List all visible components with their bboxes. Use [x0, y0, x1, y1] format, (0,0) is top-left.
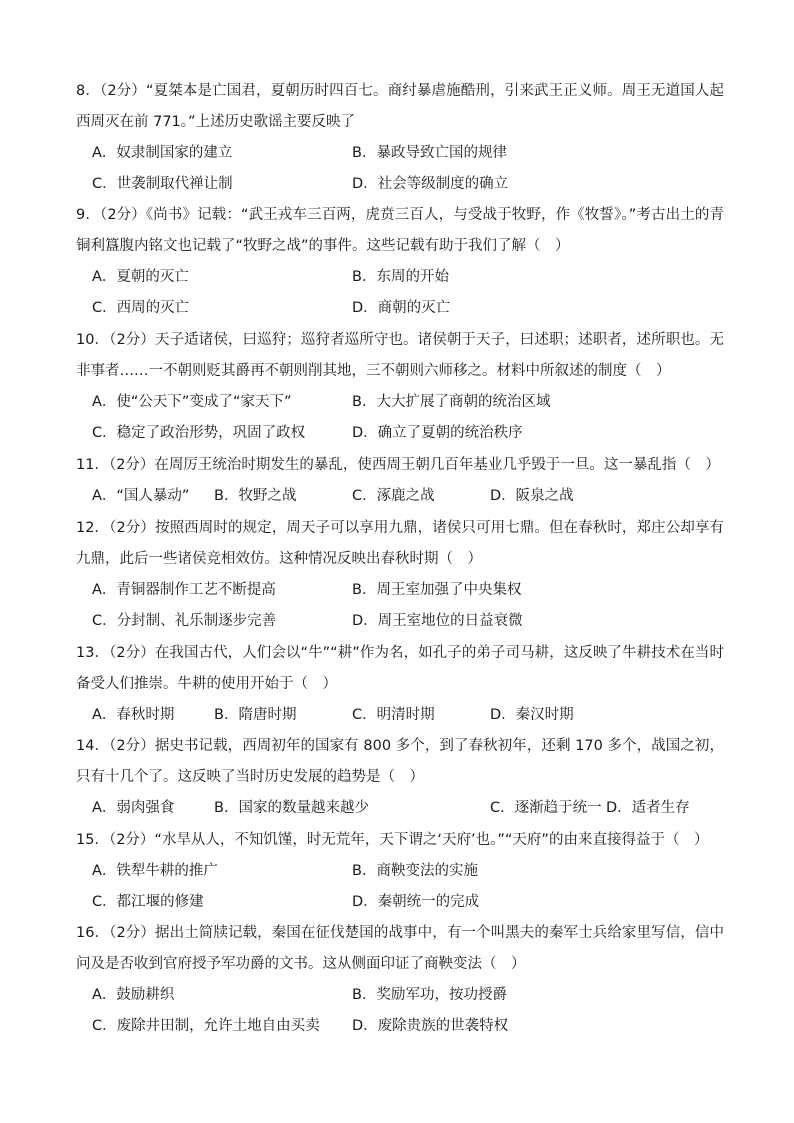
option-row	[76, 138, 724, 169]
option-a[interactable]: A．鼓励耕织	[92, 987, 175, 1003]
option-c[interactable]: C．都江堰的修建	[92, 894, 204, 910]
option-a[interactable]: A．使“公天下”变成了“家天下”	[92, 394, 292, 410]
option-row	[76, 262, 724, 293]
option-a[interactable]: A．奴隶制国家的建立	[92, 145, 233, 161]
question-10	[76, 325, 724, 449]
option-a[interactable]: A．弱肉强食	[92, 800, 175, 816]
option-b[interactable]: B．暴政导致亡国的规律	[352, 145, 507, 161]
option-d[interactable]: D．周王室地位的日益衰微	[352, 613, 523, 629]
question-16	[76, 918, 724, 1042]
option-row	[76, 606, 724, 637]
question-stem: 12．（2分）按照西周时的规定，周天子可以享用九鼎，诸侯只可用七鼎。但在春秋时，郑庄公却享有九鼎，此后一些诸侯竞相效仿。这种情况反映出春秋时期（ ）	[76, 520, 724, 567]
option-c[interactable]: C．逐渐趋于统一	[490, 800, 602, 816]
option-c[interactable]: C．涿鹿之战	[352, 488, 435, 504]
option-a[interactable]: A．青铜器制作工艺不断提高	[92, 582, 276, 598]
option-d[interactable]: D．商朝的灭亡	[352, 300, 451, 316]
option-c[interactable]: C．世袭制取代禅让制	[92, 176, 233, 192]
question-stem: 8．（2分）“夏桀本是亡国君，夏朝历时四百七。商纣暴虐施酷刑，引来武王正义师。周王无道国人起西周灭在前 771。”上述历史歌谣主要反映了	[76, 83, 724, 130]
option-b[interactable]: B．牧野之战	[214, 488, 297, 504]
option-a[interactable]: A．“国人暴动”	[92, 488, 190, 504]
option-c[interactable]: C．稳定了政治形势，巩固了政权	[92, 425, 306, 441]
option-d[interactable]: D．社会等级制度的确立	[352, 176, 509, 192]
option-d[interactable]: D．废除贵族的世袭特权	[352, 1018, 509, 1034]
question-12	[76, 513, 724, 637]
option-b[interactable]: B．大大扩展了商朝的统治区域	[352, 394, 551, 410]
option-row	[76, 980, 724, 1011]
question-9	[76, 200, 724, 324]
option-row	[76, 387, 724, 418]
question-14	[76, 731, 724, 824]
question-13	[76, 638, 724, 731]
option-b[interactable]: B．奖励军功，按功授爵	[352, 987, 507, 1003]
question-stem: 16．（2分）据出土简牍记载，秦国在征伐楚国的战事中，有一个叫黑夫的秦军士兵给家里写信，信中问及是否收到官府授予军功爵的文书。这从侧面印证了商鞅变法（ ）	[76, 925, 724, 972]
question-stem: 9．（2分）《尚书》记载：“武王戎车三百两，虎贲三百人，与受战于牧野，作《牧誓》。”考古出土的青铜利簋腹内铭文也记载了“牧野之战”的事件。这些记载有助于我们了解（ ）	[76, 207, 724, 254]
option-c[interactable]: C．明清时期	[352, 707, 435, 723]
option-row	[76, 700, 724, 731]
question-stem: 11．（2分）在周厉王统治时期发生的暴乱，使西周王朝几百年基业几乎毁于一旦。这一暴乱指（ ）	[76, 457, 720, 473]
option-row	[76, 793, 724, 824]
option-b[interactable]: B．国家的数量越来越少	[214, 800, 369, 816]
option-d[interactable]: D．秦朝统一的完成	[352, 894, 480, 910]
question-stem: 15．（2分）“水旱从人，不知饥馑，时无荒年，天下谓之‘天府’也。”“天府”的由来直接得益于（ ）	[76, 832, 709, 848]
option-row	[76, 887, 724, 918]
question-stem: 10．（2分）天子适诸侯，曰巡狩；巡狩者巡所守也。诸侯朝于天子，曰述职；述职者，述所职也。无非事者……一不朝则贬其爵再不朝则削其地，三不朝则六师移之。材料中所叙述的制度（ ）	[76, 332, 724, 379]
option-d[interactable]: D．适者生存	[606, 800, 690, 816]
option-b[interactable]: B．周王室加强了中央集权	[352, 582, 522, 598]
question-15	[76, 825, 724, 918]
option-c[interactable]: C．分封制、礼乐制逐步完善	[92, 613, 277, 629]
question-stem: 13．（2分）在我国古代，人们会以“牛”“耕”作为名，如孔子的弟子司马耕，这反映了牛耕技术在当时备受人们推崇。牛耕的使用开始于（ ）	[76, 645, 724, 692]
option-row	[76, 481, 724, 512]
question-stem: 14．（2分）据史书记载，西周初年的国家有 800 多个，到了春秋初年，还剩 170 多个，战国之初，只有十几个了。这反映了当时历史发展的趋势是（ ）	[76, 738, 724, 785]
option-row	[76, 1011, 724, 1042]
option-d[interactable]: D．秦汉时期	[490, 707, 574, 723]
question-11	[76, 450, 724, 512]
option-row	[76, 575, 724, 606]
option-c[interactable]: C．西周的灭亡	[92, 300, 190, 316]
option-c[interactable]: C．废除井田制，允许土地自由买卖	[92, 1018, 320, 1034]
option-d[interactable]: D．确立了夏朝的统治秩序	[352, 425, 523, 441]
option-a[interactable]: A．春秋时期	[92, 707, 175, 723]
option-a[interactable]: A．铁犁牛耕的推广	[92, 863, 218, 879]
option-row	[76, 418, 724, 449]
option-b[interactable]: B．商鞅变法的实施	[352, 863, 478, 879]
option-row	[76, 856, 724, 887]
question-8	[76, 76, 724, 200]
option-d[interactable]: D．阪泉之战	[490, 488, 574, 504]
option-row	[76, 169, 724, 200]
option-b[interactable]: B．东周的开始	[352, 269, 449, 285]
option-a[interactable]: A．夏朝的灭亡	[92, 269, 189, 285]
option-row	[76, 293, 724, 324]
option-b[interactable]: B．隋唐时期	[214, 707, 297, 723]
